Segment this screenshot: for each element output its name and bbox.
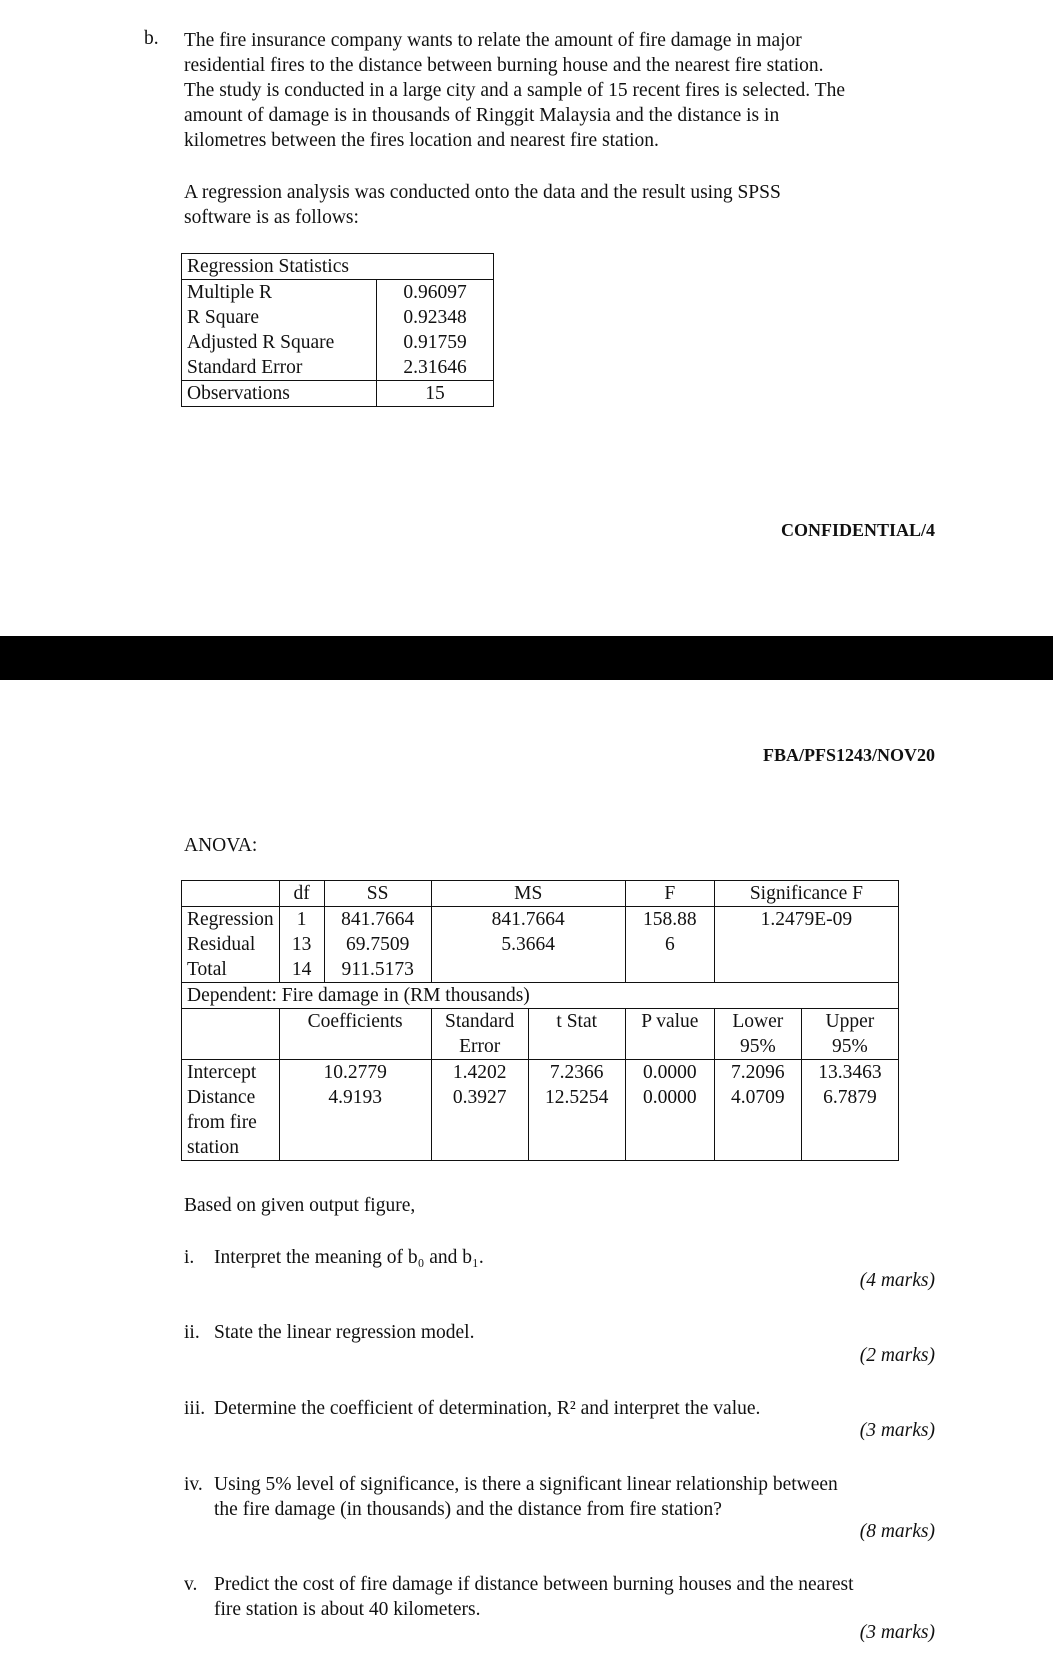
header-standard-error bbox=[431, 1009, 528, 1060]
regression-statistics-title: Regression Statistics bbox=[182, 254, 494, 280]
question-iv bbox=[184, 1472, 934, 1522]
intro-line: kilometres between the fires location and nearest fire station. bbox=[184, 130, 659, 151]
cell-standard-error: 0.3927 bbox=[431, 1085, 528, 1161]
cell-significance bbox=[714, 957, 898, 983]
cell-df: 1 bbox=[279, 907, 324, 933]
analysis-line: A regression analysis was conducted onto the data and the result using SPSS bbox=[184, 182, 781, 203]
question-number: iii. bbox=[184, 1398, 206, 1419]
stat-value: 2.31646 bbox=[403, 357, 467, 378]
stat-label: Observations bbox=[182, 381, 377, 407]
cell-standard-error: 1.4202 bbox=[431, 1060, 528, 1086]
cell-p-value: 0.0000 bbox=[625, 1085, 714, 1161]
question-number: iv. bbox=[184, 1474, 203, 1495]
cell-ms: 841.7664 bbox=[431, 907, 625, 933]
header-coefficients: Coefficients bbox=[279, 1009, 431, 1060]
anova-title: ANOVA: bbox=[184, 835, 258, 856]
question-text-line: the fire damage (in thousands) and the distance from fire station? bbox=[214, 1499, 722, 1520]
cell-f: 158.88 bbox=[625, 907, 714, 933]
cell-f: 6 bbox=[625, 932, 714, 957]
anova-corner bbox=[182, 881, 280, 907]
coef-row-label-line: Distance bbox=[187, 1087, 256, 1108]
cell-df: 14 bbox=[279, 957, 324, 983]
intro-paragraph bbox=[184, 28, 930, 153]
cell-significance bbox=[714, 932, 898, 957]
cell-p-value: 0.0000 bbox=[625, 1060, 714, 1086]
question-i bbox=[184, 1245, 934, 1270]
question-text: State the linear regression model. bbox=[214, 1322, 475, 1343]
cell-df: 13 bbox=[279, 932, 324, 957]
cell-ms bbox=[431, 957, 625, 983]
cell-coefficient: 10.2779 bbox=[279, 1060, 431, 1086]
cell-ss: 911.5173 bbox=[324, 957, 431, 983]
question-ii bbox=[184, 1320, 934, 1345]
based-on-text: Based on given output figure, bbox=[184, 1195, 416, 1216]
question-number: ii. bbox=[184, 1322, 200, 1343]
intro-line: The fire insurance company wants to relate the amount of fire damage in major bbox=[184, 30, 802, 51]
part-label: b. bbox=[144, 28, 159, 49]
confidential-header: CONFIDENTIAL/4 bbox=[780, 520, 935, 540]
stat-label: Standard Error bbox=[182, 355, 377, 381]
intro-line: The study is conducted in a large city and a sample of 15 recent fires is selected. The bbox=[184, 80, 845, 101]
coef-row-label bbox=[182, 1085, 280, 1161]
stat-label: R Square bbox=[182, 305, 377, 330]
marks-label: (4 marks) bbox=[859, 1270, 935, 1291]
coef-row-label-line: from fire bbox=[187, 1112, 257, 1133]
coef-row-label-line: station bbox=[187, 1137, 239, 1158]
intro-line: residential fires to the distance between burning house and the nearest fire station. bbox=[184, 55, 824, 76]
cell-lower-95: 7.2096 bbox=[714, 1060, 801, 1086]
question-text-line: Predict the cost of fire damage if distance between burning houses and the nearest bbox=[214, 1574, 854, 1595]
header-f: F bbox=[625, 881, 714, 907]
stat-label: Adjusted R Square bbox=[182, 330, 377, 355]
cell-t-stat: 7.2366 bbox=[528, 1060, 625, 1086]
question-text: Determine the coefficient of determination, R² and interpret the value. bbox=[214, 1398, 761, 1419]
stat-value: 15 bbox=[377, 381, 494, 407]
row-label: Residual bbox=[182, 932, 280, 957]
question-text-line: Using 5% level of significance, is there a significant linear relationship between bbox=[214, 1474, 838, 1495]
marks-label: (3 marks) bbox=[859, 1420, 935, 1441]
stat-value: 0.91759 bbox=[403, 332, 467, 353]
marks-label: (2 marks) bbox=[859, 1345, 935, 1366]
dependent-variable-row: Dependent: Fire damage in (RM thousands) bbox=[182, 983, 899, 1009]
cell-ms: 5.3664 bbox=[431, 932, 625, 957]
regression-statistics-table bbox=[181, 253, 494, 407]
question-text: Interpret the meaning of b₀ and b₁. bbox=[214, 1247, 484, 1268]
cell-upper-95: 13.3463 bbox=[801, 1060, 898, 1086]
header-standard-error-line: Error bbox=[459, 1036, 501, 1057]
row-label: Total bbox=[182, 957, 280, 983]
header-upper-95 bbox=[801, 1009, 898, 1060]
anova-table bbox=[181, 880, 899, 1161]
header-standard-error-line: Standard bbox=[444, 1011, 515, 1032]
question-number: i. bbox=[184, 1247, 195, 1268]
cell-t-stat: 12.5254 bbox=[528, 1085, 625, 1161]
header-ss: SS bbox=[324, 881, 431, 907]
row-label: Regression bbox=[182, 907, 280, 933]
cell-ss: 69.7509 bbox=[324, 932, 431, 957]
stat-label: Multiple R bbox=[182, 280, 377, 306]
header-ms: MS bbox=[431, 881, 625, 907]
header-lower-line: Lower bbox=[732, 1011, 784, 1032]
document-code: FBA/PFS1243/NOV20 bbox=[762, 745, 935, 765]
marks-label: (3 marks) bbox=[859, 1622, 935, 1643]
header-lower-line: 95% bbox=[739, 1036, 776, 1057]
question-v bbox=[184, 1572, 934, 1622]
question-number: v. bbox=[184, 1574, 198, 1595]
cell-lower-95: 4.0709 bbox=[714, 1085, 801, 1161]
cell-f bbox=[625, 957, 714, 983]
page-break-band bbox=[0, 636, 1053, 680]
header-lower-95 bbox=[714, 1009, 801, 1060]
header-significance-f: Significance F bbox=[714, 881, 898, 907]
header-df: df bbox=[279, 881, 324, 907]
analysis-paragraph bbox=[184, 180, 930, 230]
header-t-stat: t Stat bbox=[528, 1009, 625, 1060]
stat-value: 0.96097 bbox=[403, 282, 467, 303]
cell-significance: 1.2479E-09 bbox=[714, 907, 898, 933]
question-iii bbox=[184, 1396, 934, 1421]
marks-label: (8 marks) bbox=[859, 1521, 935, 1542]
coef-row-label: Intercept bbox=[182, 1060, 280, 1086]
header-upper-line: 95% bbox=[832, 1036, 868, 1057]
header-p-value: P value bbox=[625, 1009, 714, 1060]
question-text-line: fire station is about 40 kilometers. bbox=[214, 1599, 481, 1620]
intro-line: amount of damage is in thousands of Ringgit Malaysia and the distance is in bbox=[184, 105, 780, 126]
cell-ss: 841.7664 bbox=[324, 907, 431, 933]
cell-upper-95: 6.7879 bbox=[801, 1085, 898, 1161]
coef-corner bbox=[182, 1009, 280, 1060]
analysis-line: software is as follows: bbox=[184, 207, 359, 228]
header-upper-line: Upper bbox=[825, 1011, 875, 1032]
stat-value: 0.92348 bbox=[403, 307, 467, 328]
cell-coefficient: 4.9193 bbox=[279, 1085, 431, 1161]
